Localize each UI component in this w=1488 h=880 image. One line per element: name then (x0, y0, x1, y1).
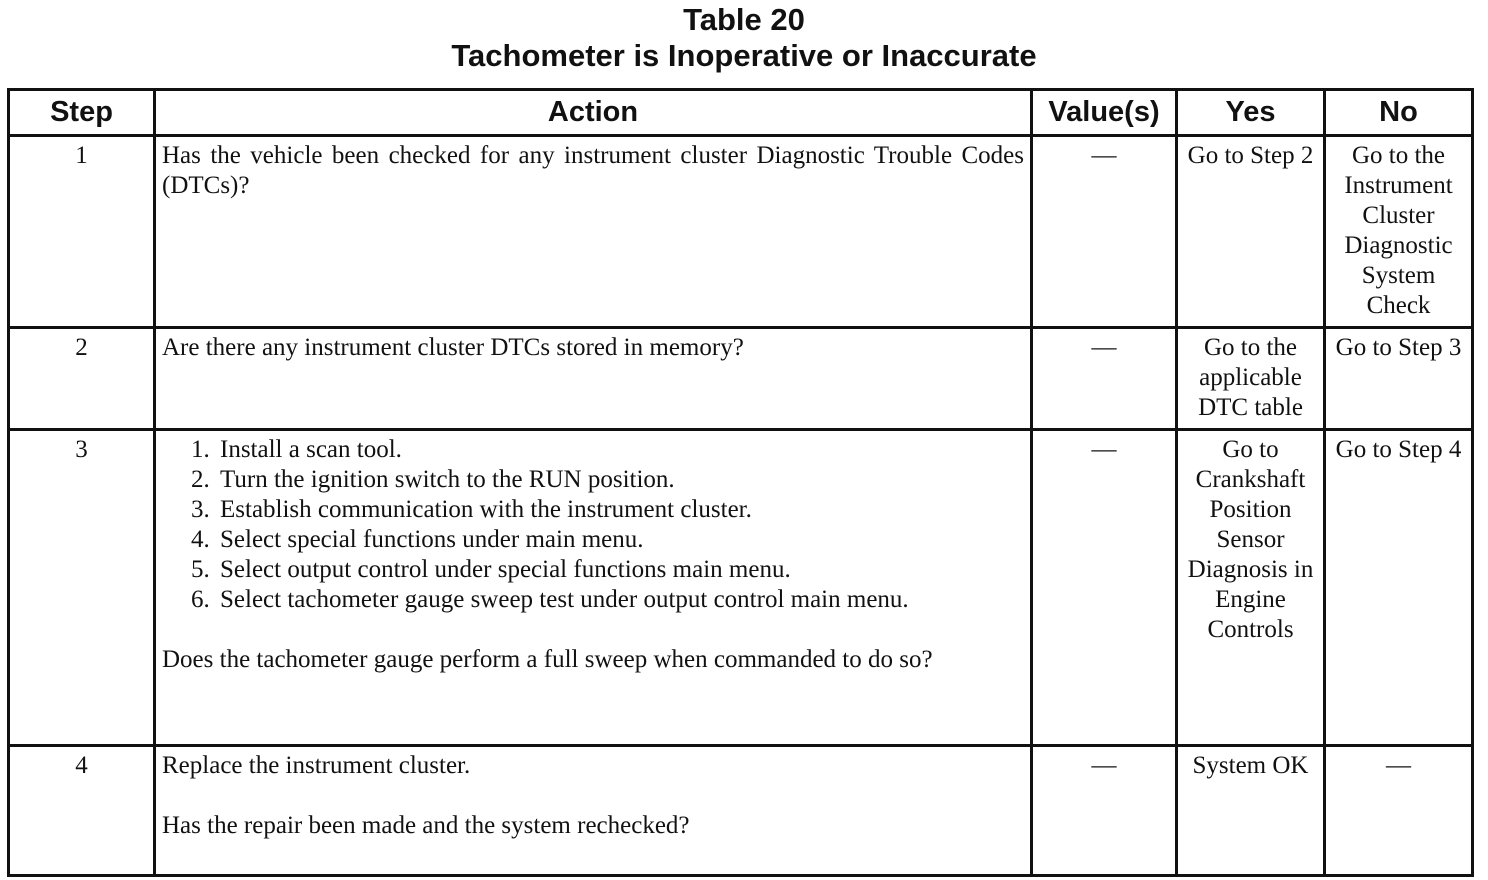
yes-cell: System OK (1177, 746, 1325, 876)
action-step-item: 2. Turn the ignition switch to the RUN position. (216, 465, 1024, 495)
yes-cell: Go to the applicable DTC table (1177, 328, 1325, 430)
no-cell: Go to the Instrument Cluster Diagnostic System Check (1325, 136, 1473, 328)
table-title: Tachometer is Inoperative or Inaccurate (451, 38, 1037, 73)
table-number: Table 20 (683, 2, 805, 37)
action-question: Has the repair been made and the system rechecked? (162, 812, 690, 839)
action-cell (155, 328, 1032, 430)
header-yes: Yes (1177, 90, 1325, 136)
spacer (162, 781, 1024, 811)
step-number: 4 (9, 746, 155, 876)
yes-cell: Go to Step 2 (1177, 136, 1325, 328)
table-heading (0, 0, 1488, 74)
value-cell: — (1032, 136, 1177, 328)
value-cell: — (1032, 746, 1177, 876)
table-row (9, 430, 1473, 746)
value-cell: — (1032, 328, 1177, 430)
step-number: 1 (9, 136, 155, 328)
action-cell (155, 136, 1032, 328)
header-values: Value(s) (1032, 90, 1177, 136)
action-step-item: 3. Establish communication with the instrument cluster. (216, 495, 1024, 525)
action-instruction: Replace the instrument cluster. (162, 752, 471, 779)
diagnostic-table (7, 88, 1474, 877)
yes-cell: Go to Crankshaft Position Sensor Diagnosis in Engine Controls (1177, 430, 1325, 746)
action-question: Does the tachometer gauge perform a full sweep when commanded to do so? (162, 646, 933, 673)
table-row (9, 328, 1473, 430)
header-row (9, 90, 1473, 136)
no-cell: Go to Step 3 (1325, 328, 1473, 430)
no-cell: Go to Step 4 (1325, 430, 1473, 746)
table-row (9, 746, 1473, 876)
step-number: 2 (9, 328, 155, 430)
spacer (162, 615, 1024, 645)
action-step-item: 6. Select tachometer gauge sweep test under output control main menu. (216, 585, 1024, 615)
action-question: Are there any instrument cluster DTCs stored in memory? (162, 334, 744, 361)
no-cell: — (1325, 746, 1473, 876)
table-row (9, 136, 1473, 328)
action-step-list (162, 435, 1024, 615)
step-number: 3 (9, 430, 155, 746)
header-no: No (1325, 90, 1473, 136)
action-step-item: 1. Install a scan tool. (216, 435, 1024, 465)
action-step-item: 4. Select special functions under main menu. (216, 525, 1024, 555)
action-cell (155, 746, 1032, 876)
value-cell: — (1032, 430, 1177, 746)
action-step-item: 5. Select output control under special functions main menu. (216, 555, 1024, 585)
header-action: Action (155, 90, 1032, 136)
header-step: Step (9, 90, 155, 136)
action-cell (155, 430, 1032, 746)
action-question: Has the vehicle been checked for any instrument cluster Diagnostic Trouble Codes (DTCs)? (162, 142, 1024, 199)
